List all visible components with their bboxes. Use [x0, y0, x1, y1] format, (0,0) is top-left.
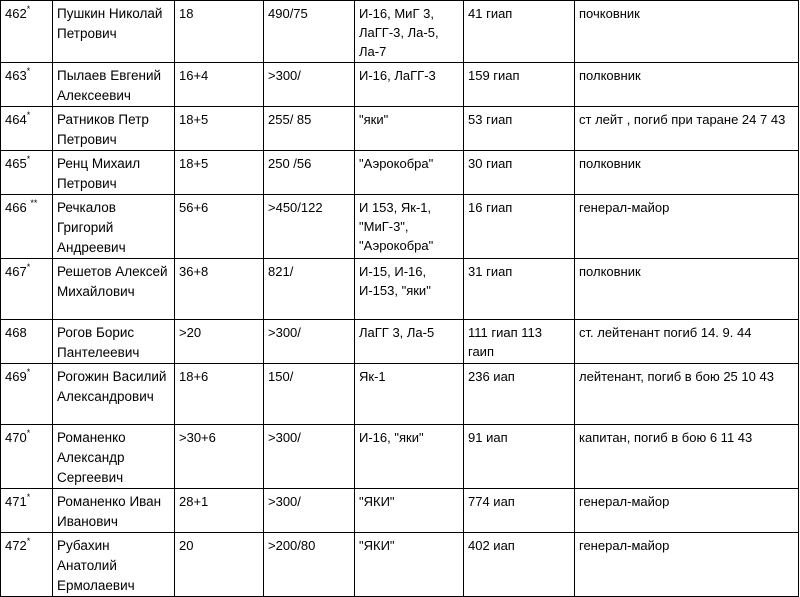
note: капитан, погиб в бою 6 11 43: [575, 425, 799, 489]
row-number: 468: [1, 320, 53, 364]
row-number: 472*: [1, 533, 53, 597]
pilot-name: Решетов Алексей Михайлович: [53, 259, 175, 320]
aircraft: ЛаГГ 3, Ла-5: [355, 320, 464, 364]
sorties: >300/: [264, 425, 355, 489]
victories: 56+6: [175, 195, 264, 259]
aircraft: И-16, МиГ 3, ЛаГГ-3, Ла-5, Ла-7: [355, 1, 464, 63]
victories: 18+5: [175, 151, 264, 195]
row-number: 462*: [1, 1, 53, 63]
note: полковник: [575, 259, 799, 320]
unit: 41 гиап: [464, 1, 575, 63]
victories: >20: [175, 320, 264, 364]
sorties: >450/122: [264, 195, 355, 259]
sorties: 255/ 85: [264, 107, 355, 151]
row-number: 470*: [1, 425, 53, 489]
aircraft: И-15, И-16, И-153, "яки": [355, 259, 464, 320]
table-row: [1, 63, 799, 107]
table-row: [1, 533, 799, 597]
victories: 28+1: [175, 489, 264, 533]
victories: 18+5: [175, 107, 264, 151]
note: лейтенант, погиб в бою 25 10 43: [575, 364, 799, 425]
unit: 111 гиап 113 гаип: [464, 320, 575, 364]
aircraft: "яки": [355, 107, 464, 151]
aircraft: "ЯКИ": [355, 533, 464, 597]
pilot-name: Пушкин Николай Петрович: [53, 1, 175, 63]
victories: 20: [175, 533, 264, 597]
unit: 53 гиап: [464, 107, 575, 151]
unit: 159 гиап: [464, 63, 575, 107]
victories: 36+8: [175, 259, 264, 320]
row-number: 469*: [1, 364, 53, 425]
table-row: [1, 259, 799, 320]
pilot-name: Романенко Иван Иванович: [53, 489, 175, 533]
note: генерал-майор: [575, 195, 799, 259]
row-number: 467*: [1, 259, 53, 320]
unit: 31 гиап: [464, 259, 575, 320]
pilot-name: Ратников Петр Петрович: [53, 107, 175, 151]
sorties: >300/: [264, 489, 355, 533]
sorties: 150/: [264, 364, 355, 425]
unit: 30 гиап: [464, 151, 575, 195]
sorties: 250 /56: [264, 151, 355, 195]
sorties: >200/80: [264, 533, 355, 597]
sorties: >300/: [264, 320, 355, 364]
row-number: 466 **: [1, 195, 53, 259]
note: генерал-майор: [575, 489, 799, 533]
unit: 236 иап: [464, 364, 575, 425]
pilot-name: Рогов Борис Пантелеевич: [53, 320, 175, 364]
aircraft: И-16, ЛаГГ-3: [355, 63, 464, 107]
row-number: 471*: [1, 489, 53, 533]
pilot-name: Рогожин Василий Александрович: [53, 364, 175, 425]
aircraft: "ЯКИ": [355, 489, 464, 533]
victories: 18: [175, 1, 264, 63]
aircraft: И-16, "яки": [355, 425, 464, 489]
table-row: [1, 364, 799, 425]
sorties: 490/75: [264, 1, 355, 63]
pilot-name: Пылаев Евгений Алексеевич: [53, 63, 175, 107]
aircraft: И 153, Як-1, "МиГ-3", "Аэрокобра": [355, 195, 464, 259]
sorties: >300/: [264, 63, 355, 107]
victories: >30+6: [175, 425, 264, 489]
sorties: 821/: [264, 259, 355, 320]
table-row: [1, 489, 799, 533]
victories: 16+4: [175, 63, 264, 107]
table-row: [1, 320, 799, 364]
note: ст лейт , погиб при таране 24 7 43: [575, 107, 799, 151]
unit: 91 иап: [464, 425, 575, 489]
pilot-name: Ренц Михаил Петрович: [53, 151, 175, 195]
note: генерал-майор: [575, 533, 799, 597]
unit: 402 иап: [464, 533, 575, 597]
table-row: [1, 425, 799, 489]
note: полковник: [575, 151, 799, 195]
pilot-name: Рубахин Анатолий Ермолаевич: [53, 533, 175, 597]
table-row: [1, 195, 799, 259]
pilot-name: Речкалов Григорий Андреевич: [53, 195, 175, 259]
row-number: 464*: [1, 107, 53, 151]
victories: 18+6: [175, 364, 264, 425]
row-number: 463*: [1, 63, 53, 107]
aircraft: Як-1: [355, 364, 464, 425]
unit: 774 иап: [464, 489, 575, 533]
note: полковник: [575, 63, 799, 107]
row-number: 465*: [1, 151, 53, 195]
note: ст. лейтенант погиб 14. 9. 44: [575, 320, 799, 364]
table-row: [1, 1, 799, 63]
unit: 16 гиап: [464, 195, 575, 259]
note: почковник: [575, 1, 799, 63]
pilot-name: Романенко Александр Сергеевич: [53, 425, 175, 489]
aircraft: "Аэрокобра": [355, 151, 464, 195]
table-row: [1, 151, 799, 195]
table-row: [1, 107, 799, 151]
